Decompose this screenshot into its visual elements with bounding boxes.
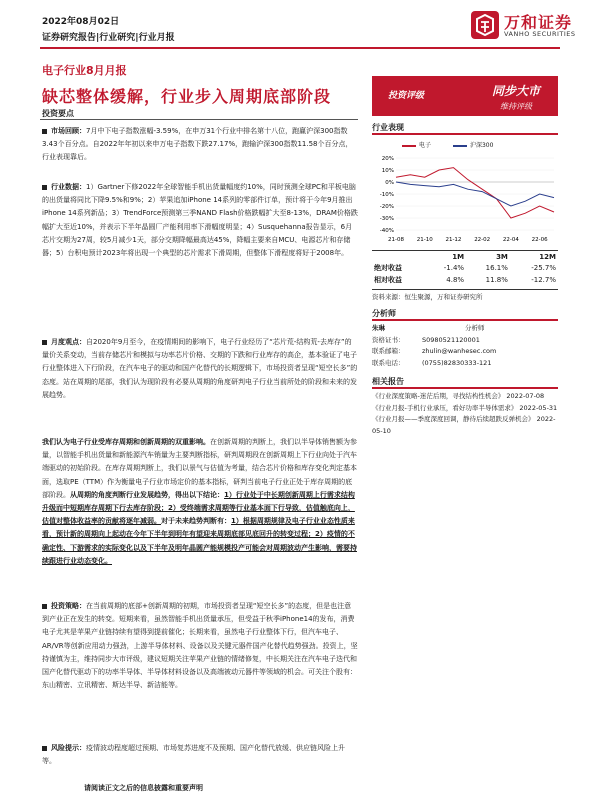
series-line-electronics bbox=[396, 168, 554, 218]
perf-row-label: 相对收益 bbox=[374, 276, 402, 284]
market-review-label: 市场回顾： bbox=[51, 127, 86, 135]
x-tick-label: 22-02 bbox=[474, 237, 491, 243]
analyst-section-title: 分析师 bbox=[372, 309, 396, 318]
report-subtitle: 电子行业8月月报 bbox=[42, 64, 127, 77]
monthly-view-paragraph bbox=[42, 336, 358, 402]
related-section-bar bbox=[372, 387, 558, 389]
legend-swatch-csi300 bbox=[453, 145, 467, 147]
industry-news-label: 行业数据： bbox=[51, 183, 86, 191]
legend-label-csi300: 沪深300 bbox=[469, 142, 494, 149]
perf-row-absolute bbox=[372, 262, 558, 274]
rating-sub: 维持评级 bbox=[500, 102, 532, 111]
cycle-view-paragraph bbox=[42, 436, 358, 568]
related-reports-list bbox=[372, 391, 558, 437]
cycle-view-text: 在创新周期的判断上，我们以半导体销售额为参量，以智能手机出货量和新能源汽车销量为主要判断指标，研判周期段在创新周期上下行业向处于汽车端驱动的初始阶段。在库存周期判断上，我们以景气与估值为考量，结合芯片价格和库存变化判定基本面，选取PE（TTM）作为衡量电子行业市场定价的基本指标，研判当前电子行业正处于库存周期的底部阶段。 bbox=[42, 438, 357, 499]
perf-cell: -25.7% bbox=[531, 264, 556, 272]
bullet-square-icon bbox=[42, 340, 47, 345]
future-trend-item-2: 2）疫情的不确定性、下游需求的实际变化以及下半年及明年晶圆产能规模投产可能会对周期波动产生影响，需要持续跟进行业动态变化。 bbox=[42, 530, 357, 565]
x-tick-label: 21-10 bbox=[416, 237, 433, 243]
analyst-email[interactable]: zhulin@wanhesec.com bbox=[422, 347, 497, 355]
bullet-square-icon bbox=[42, 604, 47, 609]
legend-item-csi300 bbox=[453, 142, 493, 149]
perf-table-bottom-rule bbox=[372, 289, 558, 290]
perf-cell: -12.7% bbox=[531, 276, 556, 284]
related-section-title: 相关报告 bbox=[372, 377, 404, 386]
performance-table bbox=[372, 252, 558, 286]
analyst-row bbox=[372, 358, 558, 370]
rating-box bbox=[372, 76, 558, 116]
bullet-square-icon bbox=[42, 129, 47, 134]
x-tick-label: 21-08 bbox=[388, 237, 404, 243]
perf-table-top-rule bbox=[372, 250, 558, 251]
perf-row-label: 绝对收益 bbox=[374, 264, 402, 272]
report-category: 证券研究报告|行业研究|行业月报 bbox=[42, 33, 175, 43]
perf-cell: 11.8% bbox=[485, 276, 508, 284]
rating-label: 投资评级 bbox=[388, 91, 425, 101]
risk-label: 风险提示： bbox=[51, 744, 86, 752]
y-tick-label: 20% bbox=[381, 156, 394, 162]
market-review-text: 7月中下电子指数涨幅-3.59%，在申万31个行业中排名第十八位，跑赢沪深300指数3.43个百分点。自2022年年初以来申万电子指数下跌27.17%，跑输沪深300指数11.58个百分点，行业表现靠后。 bbox=[42, 127, 353, 162]
cycle-conclusion-label: 从周期的角度判断行业发展趋势，得出以下结论： bbox=[70, 490, 224, 499]
x-tick-label: 22-06 bbox=[531, 237, 548, 243]
analyst-row bbox=[372, 335, 558, 347]
advice-paragraph bbox=[42, 600, 358, 692]
header-rule bbox=[40, 47, 560, 49]
legend-item-electronics bbox=[402, 142, 431, 149]
bullet-square-icon bbox=[42, 746, 47, 751]
market-review-paragraph bbox=[42, 125, 358, 165]
advice-text: 在当前周期的底部+创新周期的初期，市场投资者呈现“短空长多”的态度，但是也注意到产业正在发生的转变。短期来看，虽然智能手机出货量承压，但受益于秋季iPhone14的发布，消费电子尤其是苹果产业链持续有望得到提前催化；长期来看，虽然电子行业整体下行，但汽车电子、AR/VR等创新应用动力强劲，上游半导体材料、设备以及关键元器件国产化替代趋势强劲。投资上，坚持谨慎为主，维持同步大市评级，建议短期关注苹果产业链的情绪修复，中长期关注在汽车电子迭代和国产化替代驱动下的功率半导体、半导体材料设备以及高端被动元器件等领域的机会。可关注个股有：东山精密、立讯精密、斯达半导、新洁能等。 bbox=[42, 602, 358, 690]
perf-row-relative bbox=[372, 274, 558, 286]
industry-news-paragraph bbox=[42, 181, 358, 260]
perf-col-1m: 1M bbox=[452, 253, 465, 261]
chart-source: 资料来源：恒生聚源，万和证券研究所 bbox=[372, 293, 483, 301]
cycle-conclusion-item-2: 2）受终端需求周期等行业基本面下行导致，估值触底向上，估值对整体收益率的贡献将逐年减弱。 bbox=[42, 504, 355, 526]
analyst-section-bar bbox=[372, 319, 558, 321]
analyst-name: 朱琳 bbox=[372, 324, 385, 332]
y-tick-label: 0% bbox=[385, 180, 394, 186]
analyst-role: 分析师 bbox=[465, 324, 485, 332]
perf-col-12m: 12M bbox=[539, 253, 556, 261]
performance-section-bar bbox=[372, 133, 558, 135]
key-points-rule bbox=[40, 119, 358, 120]
x-tick-label: 22-04 bbox=[502, 237, 519, 243]
report-title: 缺芯整体缓解，行业步入周期底部阶段 bbox=[42, 87, 332, 106]
cycle-conclusion-item-1: 1）行业处于中长期创新周期上行需求结构升级而中短期库存周期下行去库存阶段； bbox=[42, 490, 355, 513]
perf-col-3m: 3M bbox=[496, 253, 508, 261]
y-tick-label: -30% bbox=[379, 216, 394, 222]
key-points-heading: 投资要点 bbox=[42, 109, 74, 118]
perf-col-0 bbox=[372, 252, 425, 262]
y-tick-label: 10% bbox=[381, 168, 394, 174]
risk-text: 疫情波动程度超过预期、市场复苏进度不及预期、国产化替代放缓、供应链风险上升等。 bbox=[42, 744, 345, 766]
analyst-key: 联系电话： bbox=[372, 358, 405, 367]
perf-header-row bbox=[372, 252, 558, 262]
perf-cell: 4.8% bbox=[446, 276, 465, 284]
y-tick-label: -40% bbox=[379, 228, 394, 234]
analyst-key: 联系邮箱： bbox=[372, 347, 405, 355]
cycle-view-label: 我们认为电子行业受库存周期和创新周期的双重影响。 bbox=[42, 438, 210, 446]
y-tick-label: -20% bbox=[379, 204, 394, 210]
performance-section-title: 行业表现 bbox=[372, 123, 404, 132]
company-logo bbox=[470, 10, 590, 44]
related-report-item[interactable]: 《行业深度策略-迷茫后期，寻找结构性机会》 2022-07-08 bbox=[372, 392, 545, 400]
industry-news-text: 1）Gartner下修2022年全球智能手机出货量幅度约10%，同时预测全球PC和平板电脑的出货量将同比下降9.5%和9%；2）苹果追加iPhone 14系列的零部件订单，预计将于今年9月推出iPhone 14系列新品；3）TrendForce预测第三季NAND Flash价格跌幅扩大至8-13%，DRAM价格跌幅扩大至近10%，并表示下半年晶圆厂产能利用率下滑幅度明显；4）Susquehanna报告显示，6月芯片交期为27周，较5月减少1天，部分交期降幅最高达45%，降幅主要来自MCU、电源芯片和存储器；5）台积电预计2023年将出现一个典型的芯片需求下滑周期，但整体下滑程度将好于2008年。 bbox=[42, 183, 358, 258]
monthly-view-text: 自2020年9月至今，在疫情期间的影响下，电子行业经历了“芯片荒-结构荒-去库存”的量价关系变动，当前存储芯片和模拟与功率芯片价格、交期的下跌和行业库存的高企，基本验证了电子行业整体进入下行阶段，在汽车电子的驱动和国产化替代的长期逻辑下，市场投资者呈现“短空长多”的态度。站在周期的尾部，我们认为现阶段有必要从周期的角度研判电子行业当前所处的阶段和未来的发展趋势。 bbox=[42, 338, 358, 399]
analyst-value: (0755)82830333-121 bbox=[422, 358, 492, 367]
performance-chart bbox=[372, 154, 558, 244]
perf-cell: 16.1% bbox=[485, 264, 508, 272]
logo-name: 万和证券 bbox=[504, 13, 573, 32]
monthly-view-label: 月度观点： bbox=[51, 338, 86, 346]
risk-paragraph bbox=[42, 742, 358, 768]
analyst-row bbox=[372, 346, 558, 358]
logo-english-name: VANHO SECURITIES bbox=[504, 30, 576, 38]
future-trend-item-1: 1）根据周期规律及电子行业业态性质来看，预计新的周期向上起动在今年下半年到明年有望迎来周期底部见底回升的转变过程； bbox=[42, 517, 355, 539]
perf-cell: -1.4% bbox=[443, 264, 465, 272]
analyst-key: 资格证书： bbox=[372, 335, 405, 344]
advice-label: 投资策略： bbox=[51, 602, 86, 610]
future-trend-label: 对于未来趋势判断有： bbox=[161, 517, 231, 526]
analyst-name-row bbox=[372, 323, 558, 335]
related-report-item[interactable]: 《行业月报——季度深度回调，静待后续超跌反弹机会》 2022-05-10 bbox=[372, 415, 556, 435]
logo-icon bbox=[470, 10, 500, 40]
x-tick-label: 21-12 bbox=[445, 237, 462, 243]
analyst-value: S0980521120001 bbox=[422, 335, 480, 344]
related-report-item[interactable]: 《行业月报-手机行业承压，看好功率半导体需求》 2022-05-31 bbox=[372, 403, 558, 412]
footer-disclaimer: 请阅读正文之后的信息披露和重要声明 bbox=[84, 784, 203, 792]
legend-label-electronics: 电子 bbox=[419, 142, 432, 149]
legend-swatch-electronics bbox=[402, 145, 416, 147]
y-tick-label: -10% bbox=[379, 192, 394, 198]
rating-value: 同步大市 bbox=[492, 84, 541, 98]
report-date: 2022年08月02日 bbox=[42, 17, 120, 27]
bullet-square-icon bbox=[42, 185, 47, 190]
analyst-block bbox=[372, 323, 558, 369]
